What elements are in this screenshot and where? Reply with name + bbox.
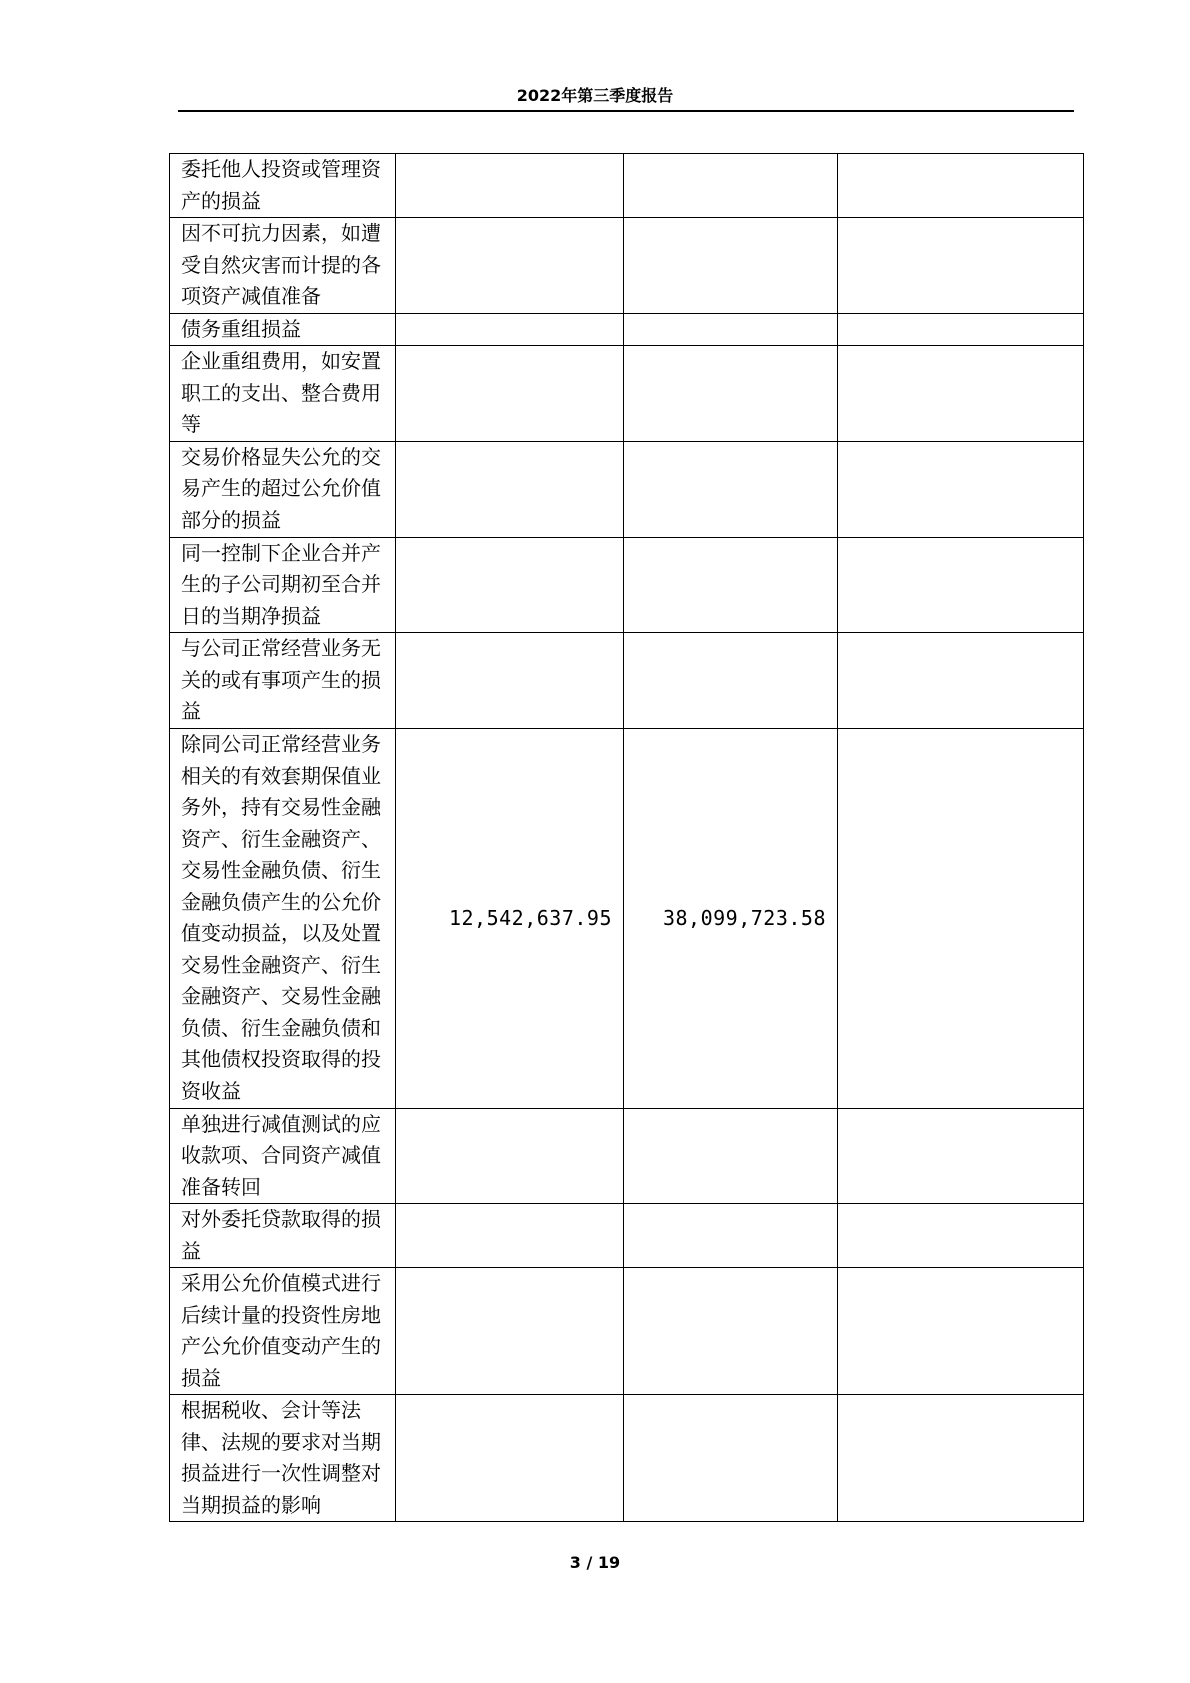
table-row bbox=[170, 1395, 1084, 1522]
note-cell bbox=[838, 441, 1084, 537]
note-cell bbox=[838, 537, 1084, 633]
header-divider bbox=[178, 110, 1074, 112]
note-cell bbox=[838, 154, 1084, 218]
current-period-value bbox=[396, 441, 624, 537]
table-row bbox=[170, 154, 1084, 218]
current-period-value bbox=[396, 346, 624, 442]
report-header-title: 2022年第三季度报告 bbox=[516, 86, 674, 105]
table-row bbox=[170, 1268, 1084, 1395]
row-label: 除同公司正常经营业务相关的有效套期保值业务外，持有交易性金融资产、衍生金融资产、交易性金融负债、衍生金融负债产生的公允价值变动损益，以及处置交易性金融资产、衍生金融资产、交易性金融负债、衍生金融负债和其他债权投资取得的投资收益 bbox=[170, 728, 396, 1108]
note-cell bbox=[838, 1204, 1084, 1268]
current-period-value bbox=[396, 633, 624, 729]
current-period-value bbox=[396, 1108, 624, 1204]
row-label: 单独进行减值测试的应收款项、合同资产减值准备转回 bbox=[170, 1108, 396, 1204]
table-row bbox=[170, 441, 1084, 537]
year-to-date-value bbox=[624, 1204, 838, 1268]
current-period-value bbox=[396, 1268, 624, 1395]
note-cell bbox=[838, 1395, 1084, 1522]
table-row bbox=[170, 537, 1084, 633]
table-row bbox=[170, 1204, 1084, 1268]
year-to-date-value bbox=[624, 1268, 838, 1395]
note-cell bbox=[838, 1108, 1084, 1204]
current-period-value bbox=[396, 218, 624, 314]
table-row bbox=[170, 313, 1084, 346]
current-period-value bbox=[396, 154, 624, 218]
row-label: 根据税收、会计等法律、法规的要求对当期损益进行一次性调整对当期损益的影响 bbox=[170, 1395, 396, 1522]
current-period-value bbox=[396, 1395, 624, 1522]
row-label: 企业重组费用，如安置职工的支出、整合费用等 bbox=[170, 346, 396, 442]
row-label: 对外委托贷款取得的损益 bbox=[170, 1204, 396, 1268]
year-to-date-value bbox=[624, 313, 838, 346]
year-to-date-value: 38,099,723.58 bbox=[624, 728, 838, 1108]
non-recurring-items-table bbox=[169, 153, 1084, 1522]
year-to-date-value bbox=[624, 154, 838, 218]
current-period-value: 12,542,637.95 bbox=[396, 728, 624, 1108]
current-period-value bbox=[396, 537, 624, 633]
row-label: 委托他人投资或管理资产的损益 bbox=[170, 154, 396, 218]
table-row bbox=[170, 346, 1084, 442]
page-number: 3 / 19 bbox=[569, 1553, 621, 1572]
note-cell bbox=[838, 1268, 1084, 1395]
note-cell bbox=[838, 218, 1084, 314]
row-label: 采用公允价值模式进行后续计量的投资性房地产公允价值变动产生的损益 bbox=[170, 1268, 396, 1395]
row-label: 同一控制下企业合并产生的子公司期初至合并日的当期净损益 bbox=[170, 537, 396, 633]
year-to-date-value bbox=[624, 1395, 838, 1522]
year-to-date-value bbox=[624, 537, 838, 633]
note-cell bbox=[838, 346, 1084, 442]
note-cell bbox=[838, 313, 1084, 346]
year-to-date-value bbox=[624, 346, 838, 442]
row-label: 交易价格显失公允的交易产生的超过公允价值部分的损益 bbox=[170, 441, 396, 537]
row-label: 因不可抗力因素，如遭受自然灾害而计提的各项资产减值准备 bbox=[170, 218, 396, 314]
row-label: 与公司正常经营业务无关的或有事项产生的损益 bbox=[170, 633, 396, 729]
year-to-date-value bbox=[624, 1108, 838, 1204]
year-to-date-value bbox=[624, 441, 838, 537]
note-cell bbox=[838, 633, 1084, 729]
year-to-date-value bbox=[624, 218, 838, 314]
row-label: 债务重组损益 bbox=[170, 313, 396, 346]
current-period-value bbox=[396, 1204, 624, 1268]
table-row bbox=[170, 728, 1084, 1108]
current-period-value bbox=[396, 313, 624, 346]
table-row bbox=[170, 218, 1084, 314]
table-row bbox=[170, 633, 1084, 729]
year-to-date-value bbox=[624, 633, 838, 729]
table-row bbox=[170, 1108, 1084, 1204]
note-cell bbox=[838, 728, 1084, 1108]
